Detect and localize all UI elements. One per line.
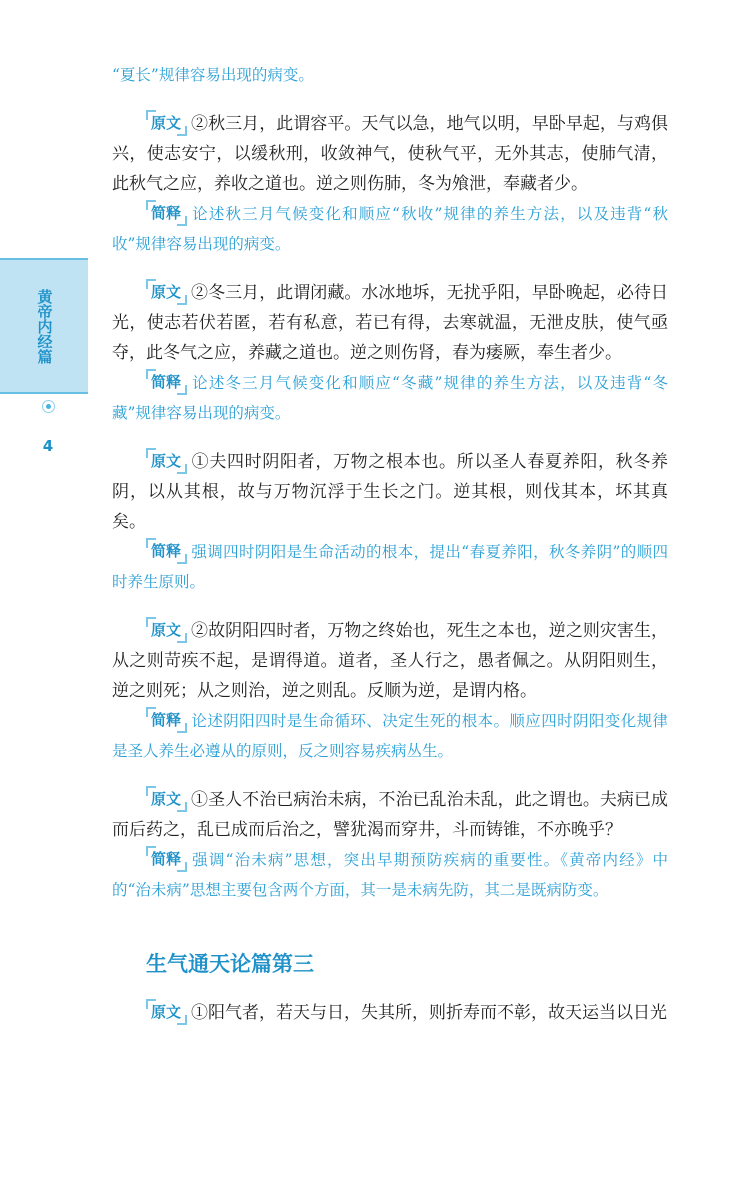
- chapter-title: 生气通天论篇第三: [146, 951, 314, 976]
- original-text: [112, 447, 668, 537]
- original-body: ①圣人不治已病治未病，不治已乱治未乱，此之谓也。夫病已成而后药之，乱已成而后治之，譬犹渴而穿井，斗而铸锥，不亦晚乎？: [112, 790, 668, 840]
- explain-fragment: “夏长”规律容易出现的病变。: [112, 66, 314, 84]
- page-marker-icon: [42, 400, 55, 413]
- section-1: [112, 109, 668, 259]
- original-label: 原文: [146, 451, 187, 471]
- original-body: ②冬三月，此谓闭藏。水冰地坼，无扰乎阳，早卧晚起，必待日光，使志若伏若匿，若有私意，若已有得，去寒就温，无泄皮肤，使气亟夺，此冬气之应，养藏之道也。逆之则伤肾，春为痿厥，奉生者少。: [112, 283, 668, 363]
- explain-text: [112, 368, 668, 428]
- explain-body: 强调四时阴阳是生命活动的根本，提出“春夏养阳，秋冬养阴”的顺四时养生原则。: [112, 543, 668, 591]
- original-body: ②秋三月，此谓容平。天气以急，地气以明，早卧早起，与鸡俱兴，使志安宁，以缓秋刑，收敛神气，使秋气平，无外其志，使肺气清，此秋气之应，养收之道也。逆之则伤肺，冬为飧泄，奉藏者少。: [112, 114, 668, 194]
- page-number: 4: [42, 437, 54, 455]
- original-body: ①阳气者，若天与日，失其所，则折寿而不彰，故天运当以日光: [191, 1003, 668, 1023]
- original-text: [112, 998, 668, 1028]
- explain-body: 论述阴阳四时是生命循环、决定生死的根本。顺应四时阴阳变化规律是圣人养生必遵从的原则，反之则容易疾病丛生。: [112, 712, 668, 760]
- explain-label: 简释: [146, 203, 187, 223]
- explain-body: 论述冬三月气候变化和顺应“冬藏”规律的养生方法，以及违背“冬藏”规律容易出现的病变。: [112, 374, 668, 422]
- explain-label: 简释: [146, 541, 187, 561]
- side-tab: [0, 258, 88, 394]
- original-text: [112, 278, 668, 368]
- original-label: 原文: [146, 1002, 187, 1022]
- original-body: ②故阴阳四时者，万物之终始也，死生之本也，逆之则灾害生，从之则苛疾不起，是谓得道。道者，圣人行之，愚者佩之。从阴阳则生，逆之则死；从之则治，逆之则乱。反顺为逆，是谓内格。: [112, 621, 668, 701]
- original-label: 原文: [146, 282, 187, 302]
- original-text: [112, 109, 668, 199]
- side-tab-title: 黄帝内经篇: [35, 288, 54, 364]
- explain-text: [112, 845, 668, 905]
- explain-body: 论述秋三月气候变化和顺应“秋收”规律的养生方法，以及违背“秋收”规律容易出现的病变。: [112, 205, 668, 253]
- explain-label: 简释: [146, 849, 187, 869]
- explain-text: [112, 199, 668, 259]
- section-4: [112, 616, 668, 766]
- original-label: 原文: [146, 620, 187, 640]
- explain-label: 简释: [146, 710, 187, 730]
- section-3: [112, 447, 668, 597]
- original-label: 原文: [146, 113, 187, 133]
- original-body: ①夫四时阴阳者，万物之根本也。所以圣人春夏养阳，秋冬养阴，以从其根，故与万物沉浮于生长之门。逆其根，则伐其本，坏其真矣。: [112, 452, 668, 532]
- original-text: [112, 616, 668, 706]
- page-content: [112, 60, 668, 1028]
- explain-text: [112, 706, 668, 766]
- explain-body: 强调“治未病”思想，突出早期预防疾病的重要性。《黄帝内经》中的“治未病”思想主要包含两个方面，其一是未病先防，其二是既病防变。: [112, 851, 668, 899]
- original-text: [112, 785, 668, 845]
- section-2: [112, 278, 668, 428]
- explain-label: 简释: [146, 372, 187, 392]
- section-6: [112, 998, 668, 1028]
- explain-text: [112, 537, 668, 597]
- section-5: [112, 785, 668, 905]
- original-label: 原文: [146, 789, 187, 809]
